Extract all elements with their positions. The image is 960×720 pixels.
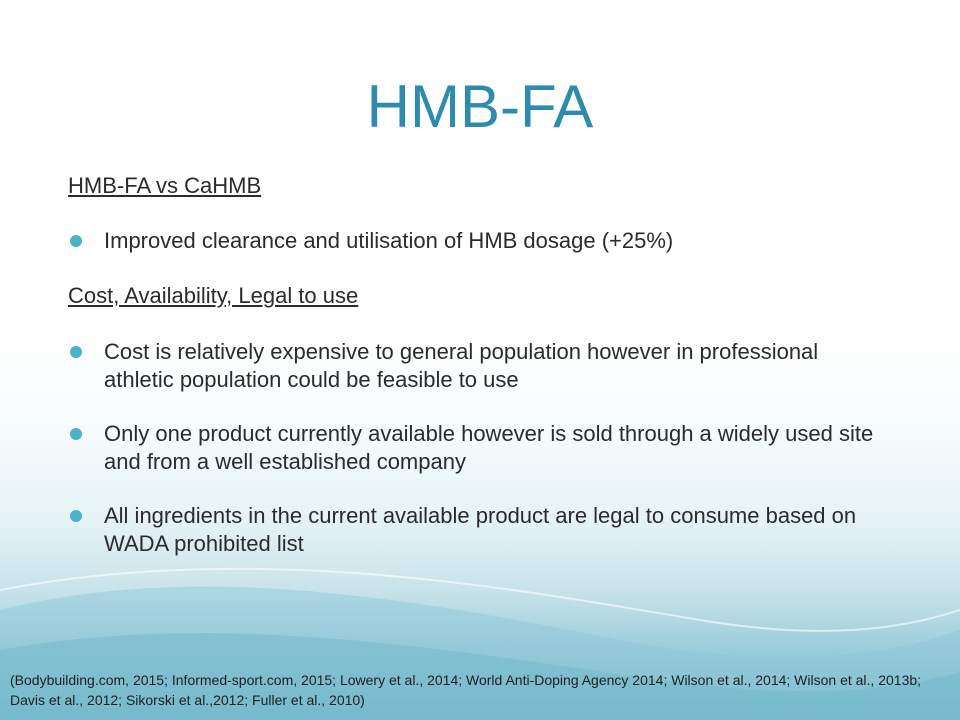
bullet-dot-icon [70,428,82,440]
bullet-text: All ingredients in the current available product are legal to consume based on WADA prohibited list [104,503,857,556]
bullet-text: Cost is relatively expensive to general population however in professional athletic population could be feasible to use [104,339,819,392]
bullet-dot-icon [70,346,82,358]
section-heading-comparison: HMB-FA vs CaHMB [68,173,262,198]
bullet-item [68,338,888,394]
bullet-text: Improved clearance and utilisation of HMB dosage (+25%) [104,228,674,253]
bullet-item [68,502,888,558]
slide-title: HMB-FA [366,73,594,140]
section-heading-cost: Cost, Availability, Legal to use [68,283,359,308]
bullet-dot-icon [70,235,82,247]
bullet-item [68,420,888,476]
slide-content [68,172,888,558]
bullet-text: Only one product currently available however is sold through a widely used site and from a well established company [104,421,874,474]
bullet-item [68,227,888,255]
references-text: (Bodybuilding.com, 2015; Informed-sport.com, 2015; Lowery et al., 2014; World Anti-Doping Agency 2014; Wilson et al., 2014; Wilson et al., 2013b; Davis et al., 2012; Sikorski et al.,2012; Fuller et al., 2010) [10,672,922,708]
bullet-dot-icon [70,510,82,522]
